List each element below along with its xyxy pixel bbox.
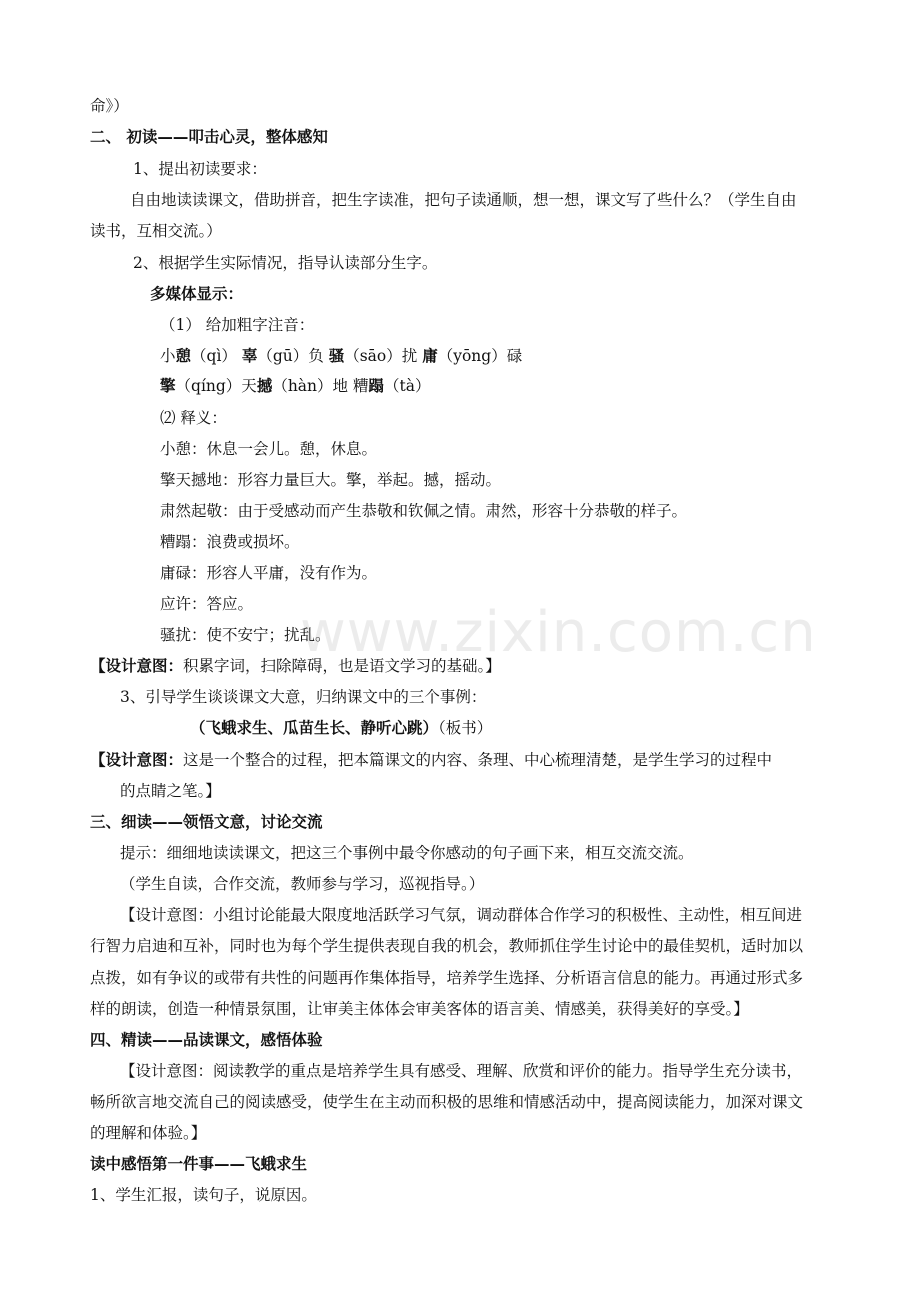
text-line: 的点睛之笔。】: [120, 782, 221, 800]
pinyin-line: [160, 346, 832, 366]
text-line: （学生自读，合作交流，教师参与学习，巡视指导。）: [120, 875, 485, 893]
text-line: 3、引导学生谈谈课文大意，归纳课文中的三个事例：: [120, 688, 487, 706]
design-intent-label: 【设计意图：: [90, 751, 184, 769]
bold-char: 憩: [175, 346, 192, 365]
section-heading: 二、 初读——叩击心灵，整体感知: [90, 128, 328, 146]
text-span: （gū）负: [257, 347, 329, 365]
text-span: （hàn）地 糟: [272, 377, 369, 395]
text-span: （yōng）碌: [437, 347, 523, 365]
text-span: （qì）: [191, 347, 242, 365]
subheading: 读中感悟第一件事——飞蛾求生: [90, 1155, 308, 1173]
text-line: 行智力启迪和互补，同时也为每个学生提供表现自我的机会，教师抓住学生讨论中的最佳契机，适时加以: [90, 937, 804, 955]
definition-item: 肃然起敬：由于受感动而产生恭敬和钦佩之情。肃然，形容十分恭敬的样子。: [160, 502, 688, 520]
text-line: 读书，互相交流。）: [90, 222, 222, 240]
section-heading: 四、精读——品读课文，感悟体验: [90, 1031, 323, 1049]
text-span: 积累字词，扫除障碍，也是语文学习的基础。】: [183, 657, 501, 675]
text-line: 命》）: [90, 97, 129, 115]
design-intent-label: 【设计意图：: [90, 657, 184, 675]
bold-char: 骚: [328, 346, 345, 365]
design-intent: [90, 750, 832, 770]
text-line: 提示：细细地读读课文，把这三个事例中最令你感动的句子画下来，相互交流交流。: [120, 844, 694, 862]
text-span: 这是一个整合的过程，把本篇课文的内容、条理、中心梳理清楚，是学生学习的过程中: [183, 751, 773, 769]
section-heading: 三、细读——领悟文意，讨论交流: [90, 813, 323, 831]
definition-item: 小憩：休息一会儿。憩，休息。: [160, 440, 378, 458]
bold-char: 擎: [160, 376, 176, 395]
text-line: 自由地读读课文，借助拼音，把生字读准，把句子读通顺，想一想，课文写了些什么？（学生自由: [130, 191, 797, 209]
bold-span: （飞蛾求生、瓜苗生长、静听心跳）: [190, 719, 439, 737]
bold-char: 辜: [241, 346, 258, 365]
board-writing: [190, 718, 832, 738]
pinyin-line: [160, 376, 832, 396]
text-line: 的理解和体验。】: [90, 1124, 207, 1142]
text-line: 1、学生汇报，读句子，说原因。: [90, 1186, 317, 1204]
watermark: www.zixin.com.cn: [300, 600, 817, 665]
definition-item: 骚扰：使不安宁；扰乱。: [160, 626, 331, 644]
definition-item: 擎天撼地：形容力量巨大。擎，举起。撼，摇动。: [160, 471, 502, 489]
text-line: 1、提出初读要求：: [133, 160, 267, 178]
text-line: ⑵ 释义：: [160, 409, 227, 427]
text-span: （tà）: [383, 377, 431, 395]
bold-char: 庸: [422, 346, 438, 365]
design-intent: 【设计意图：小组讨论能最大限度地活跃学习气氛，调动群体合作学习的积极性、主动性，相互间进: [120, 906, 803, 924]
text-line: 畅所欲言地交流自己的阅读感受，使学生在主动而积极的思维和情感活动中，提高阅读能力，加深对课文: [90, 1093, 804, 1111]
text-span: 小: [160, 347, 176, 365]
text-line: 点拨，如有争议的或带有共性的问题再作集体指导，培养学生选择、分析语言信息的能力。再通过形式多: [90, 969, 804, 987]
text-span: （qíng）天: [175, 377, 257, 395]
design-intent: 【设计意图：阅读教学的重点是培养学生具有感受、理解、欣赏和评价的能力。指导学生充分读书，: [120, 1062, 803, 1080]
text-span: （板书）: [438, 719, 493, 737]
definition-item: 应许：答应。: [160, 595, 254, 613]
subheading: 多媒体显示：: [150, 285, 244, 303]
bold-char: 撼: [256, 376, 273, 395]
definition-item: 糟蹋：浪费或损坏。: [160, 533, 300, 551]
text-line: 样的朗读，创造一种情景氛围，让审美主体体会审美客体的语言美、情感美，获得美好的享受。】: [90, 1000, 749, 1018]
bold-char: 蹋: [368, 376, 384, 395]
text-span: （sāo）扰: [344, 347, 423, 365]
definition-item: 庸碌：形容人平庸，没有作为。: [160, 564, 378, 582]
text-line: 2、根据学生实际情况，指导认读部分生字。: [133, 254, 438, 272]
text-line: （1） 给加粗字注音：: [160, 316, 315, 334]
